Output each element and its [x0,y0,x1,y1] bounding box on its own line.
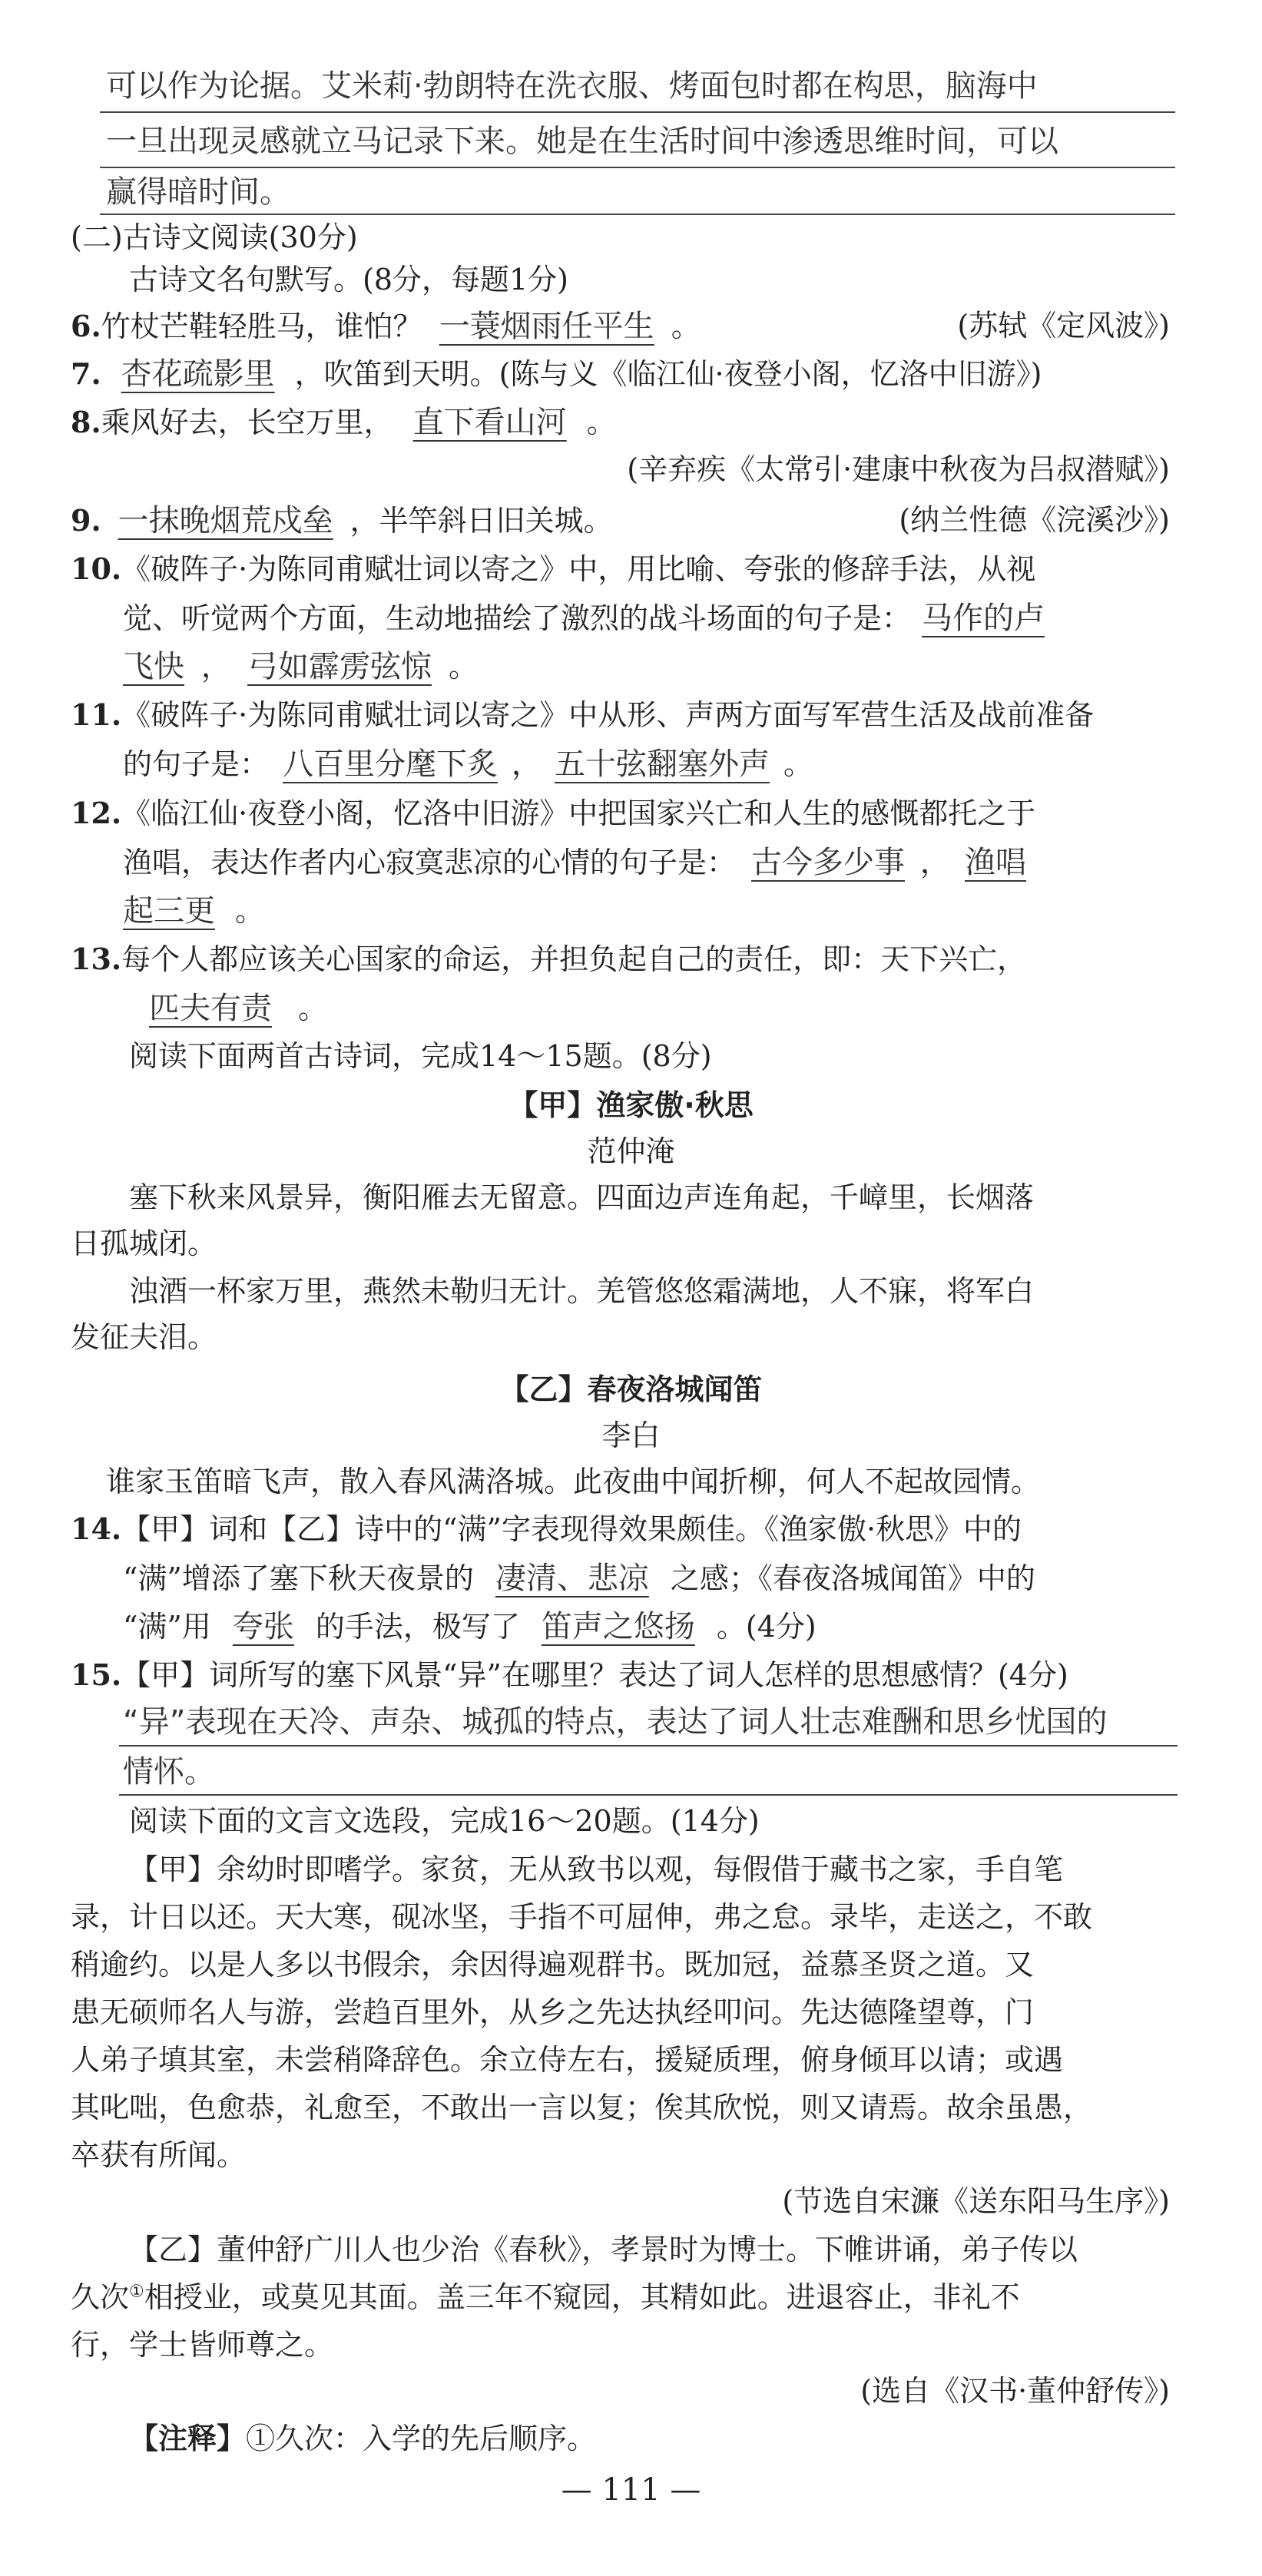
punctuation: 。 [298,992,328,1025]
question-number: 8. [71,405,101,439]
handwritten-answer-line: 情怀。 [123,1754,215,1790]
question-14-line2 [123,1563,1035,1594]
punctuation: ， [512,747,542,781]
question-9 [71,505,613,536]
question-12-line2 [123,847,1026,878]
question-8 [71,407,616,438]
question-text: 【甲】词和【乙】诗中的“满”字表现得效果颇佳。《渔家傲·秋思》中的 [121,1512,1022,1546]
reading-intro: 阅读下面的文言文选段，完成16～20题。(14分) [129,1804,760,1838]
answer-rule [100,111,1175,113]
question-text: 的句子是： [123,747,270,781]
passage-text: 卒获有所闻。 [71,2138,247,2172]
passage-text: 录，计日以还。天大寒，砚冰坚，手指不可屈伸，弗之怠。录毕，走送之，不敢 [71,1900,1093,1934]
footnote-marker: ① [129,2282,144,2302]
question-text: 乘风好去，长空万里， [101,406,393,439]
annotation [129,2424,596,2453]
passage-text: 人弟子填其室，未尝稍降辞色。余立侍左右，援疑质理，俯身倾耳以请；或遇 [71,2043,1064,2077]
handwritten-answer-line: 一旦出现灵感就立马记录下来。她是在生活时间中渗透思维时间，可以 [106,124,1058,159]
question-text: 。 [671,310,701,343]
handwritten-answer: 古今多少事 [751,845,906,880]
question-text: 《临江仙·夜登小阁，忆洛中旧游》中把国家兴亡和人生的感慨都托之于 [121,796,1036,830]
question-text: 《破阵子·为陈同甫赋壮词以寄之》中，用比喻、夸张的修辞手法，从视 [121,552,1036,586]
poem-text: 发征夫泪。 [71,1320,217,1354]
handwritten-answer: 一抹晚烟荒戍垒 [118,503,333,538]
poem-author: 李白 [601,1419,661,1452]
handwritten-answer: 起三更 [123,893,215,929]
handwritten-answer: 匹夫有责 [149,991,272,1026]
handwritten-answer: 杏花疏影里 [121,356,275,392]
source-citation: (纳兰性德《浣溪沙》) [899,503,1170,537]
question-13-line2 [123,993,327,1024]
poem-text: 日孤城闭。 [71,1227,217,1260]
question-15 [71,1657,1068,1692]
answer-rule [100,214,1175,215]
punctuation: 。 [449,650,479,684]
question-text: “满”用 [123,1610,211,1644]
punctuation: ， [920,846,950,879]
question-text: 【甲】词所写的塞下风景“异”在哪里？表达了词人怎样的思想感情？(4分) [121,1658,1068,1692]
answer-rule [100,167,1175,168]
question-number: 9. [71,503,101,538]
handwritten-answer: 五十弦翻塞外声 [555,747,770,782]
answer-rule [119,1745,1178,1747]
section-intro: 古诗文名句默写。(8分，每题1分) [129,263,569,296]
question-text: ，吹笛到天明。(陈与义《临江仙·夜登小阁，忆洛中旧游》) [294,357,1042,391]
question-text: 之感；《春夜洛城闻笛》中的 [670,1561,1035,1595]
question-number: 15. [71,1657,122,1692]
question-number: 6. [71,309,101,343]
punctuation: 。 [235,894,265,928]
question-11 [71,697,1095,732]
passage-text-with-note [71,2280,1020,2314]
passage-text: 【甲】余幼时即嗜学。家贫，无从致书以观，每假借于藏书之家，手自笔 [129,1853,1064,1886]
question-13 [71,942,1027,976]
handwritten-answer: 笛声之悠扬 [541,1609,695,1644]
question-number: 10. [71,551,122,586]
question-text: 每个人都应该关心国家的命运，并担负起自己的责任，即：天下兴亡， [121,942,1027,976]
question-number: 11. [71,697,122,732]
question-12 [71,796,1036,830]
annotation-text: ①久次：入学的先后顺序。 [246,2422,597,2455]
handwritten-answer-line: “异”表现在天冷、声杂、城孤的特点，表达了词人壮志难酬和思乡忧国的 [123,1704,1108,1740]
question-text: 《破阵子·为陈同甫赋壮词以寄之》中从形、声两方面写军营生活及战前准备 [121,698,1095,732]
question-11-line2 [123,749,813,780]
page-number: — 111 — [561,2472,701,2508]
handwritten-answer: 夸张 [232,1609,294,1644]
handwritten-answer: 直下看山河 [412,405,567,440]
source-citation: (辛弃疾《太常引·建康中秋夜为吕叔潜赋》) [627,452,1170,486]
punctuation: ， [201,650,231,684]
poem-text: 谁家玉笛暗飞声，散入春风满洛城。此夜曲中闻折柳，何人不起故园情。 [106,1465,1041,1498]
source-citation: (节选自宋濂《送东阳马生序》) [782,2184,1170,2218]
poem-text: 塞下秋来风景异，衡阳雁去无留意。四面边声连角起，千嶂里，长烟落 [129,1180,1035,1214]
handwritten-answer: 渔唱 [965,845,1027,880]
passage-text: 【乙】董仲舒广川人也少治《春秋》，孝景时为博士。下帷讲诵，弟子传以 [129,2233,1078,2266]
question-number: 13. [71,942,122,976]
passage-text: 其叱咄，色愈恭，礼愈至，不敢出一言以复；俟其欣悦，则又请焉。故余虽愚， [71,2091,1093,2124]
question-7 [71,356,1042,392]
annotation-label: 【注释】 [129,2422,247,2455]
question-text: 竹杖芒鞋轻胜马，谁怕？ [101,310,422,343]
question-12-line3 [123,893,265,929]
punctuation: 。 [783,747,813,781]
question-number: 7. [71,356,101,391]
question-14-line3 [123,1611,816,1642]
question-10 [71,551,1036,586]
question-text: ，半竿斜日旧关城。 [349,504,613,538]
source-citation: (选自《汉书·董仲舒传》) [860,2374,1170,2408]
handwritten-answer: 一蓑烟雨任平生 [439,309,654,344]
answer-rule [119,1794,1178,1796]
question-10-line2 [123,603,1045,634]
handwritten-answer: 马作的卢 [922,601,1045,636]
question-6 [71,311,701,342]
handwritten-answer: 凄清、悲凉 [495,1561,649,1596]
poem-title: 【甲】渔家傲·秋思 [508,1088,754,1122]
poem-author: 范仲淹 [587,1134,675,1168]
question-number: 12. [71,796,122,830]
question-10-line3 [123,651,478,682]
question-text: “满”增添了塞下秋天夜景的 [123,1561,474,1595]
question-text: 。(4分) [716,1610,816,1644]
question-text: 渔唱，表达作者内心寂寞悲凉的心情的句子是： [123,846,737,879]
passage-text: 行，学士皆师尊之。 [71,2328,334,2362]
question-number: 14. [71,1511,122,1546]
source-citation: (苏轼《定风波》) [957,309,1170,343]
poem-title: 【乙】春夜洛城闻笛 [499,1372,763,1406]
section-title: (二)古诗文阅读(30分) [71,220,358,254]
handwritten-answer-line: 赢得暗时间。 [106,174,290,210]
passage-text: 久次 [71,2280,130,2314]
handwritten-answer: 八百里分麾下炙 [283,747,499,782]
handwritten-answer: 弓如霹雳弦惊 [247,649,432,684]
question-text: 的手法，极写了 [315,1610,520,1644]
handwritten-answer-line: 可以作为论据。艾米莉·勃朗特在洗衣服、烤面包时都在构思，脑海中 [106,68,1038,104]
handwritten-answer: 飞快 [123,649,184,684]
passage-text: 稍逾约。以是人多以书假余，余因得遍观群书。既加冠，益慕圣贤之道。又 [71,1948,1035,1982]
question-text: 。 [586,406,616,439]
reading-intro: 阅读下面两首古诗词，完成14～15题。(8分) [129,1039,712,1073]
question-14 [71,1511,1022,1546]
question-text: 觉、听觉两个方面，生动地描绘了激烈的战斗场面的句子是： [123,601,912,635]
poem-text: 浊酒一杯家万里，燕然未勒归无计。羌管悠悠霜满地，人不寐，将军白 [129,1274,1035,1308]
passage-text: 患无硕师名人与游，尝趋百里外，从乡之先达执经叩问。先达德隆望尊，门 [71,1995,1035,2029]
passage-text: 相授业，或莫见其面。盖三年不窥园，其精如此。进退容止，非礼不 [144,2280,1020,2314]
